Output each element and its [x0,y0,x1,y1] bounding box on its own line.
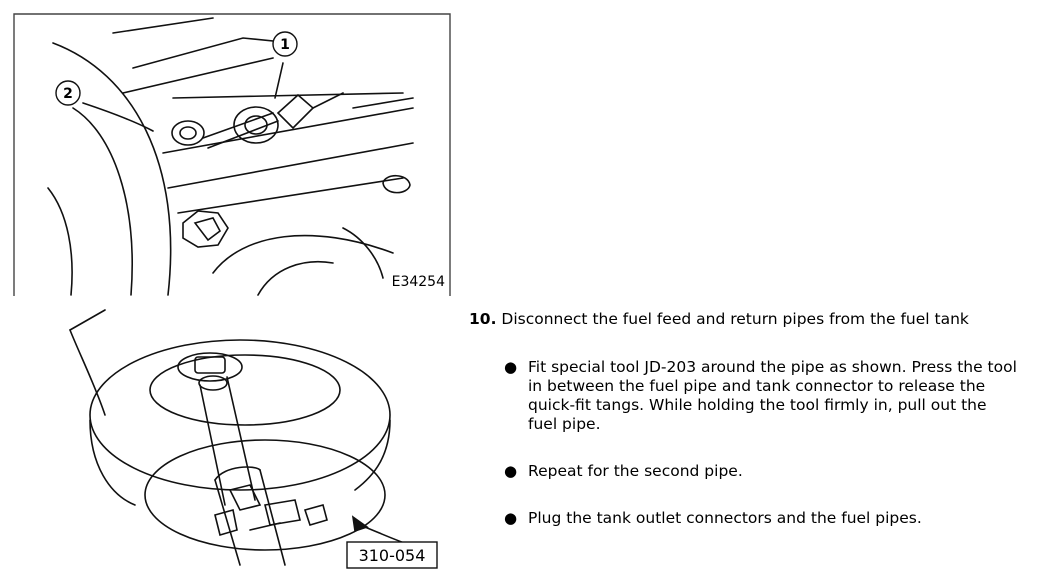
callout-2-label: 2 [63,86,73,102]
step-heading [469,309,969,329]
bullet-icon: ● [504,509,518,527]
instruction-text: Plug the tank outlet connectors and the fuel pipes. [528,509,922,527]
tool-number-label: 310-054 [358,546,426,565]
step-title: Disconnect the fuel feed and return pipes from the fuel tank [501,310,969,328]
figure-code: E34254 [391,274,445,290]
bullet-icon: ● [504,358,518,376]
instruction-item [500,358,1020,434]
instruction-text: Repeat for the second pipe. [528,462,743,480]
instruction-item [500,462,1020,481]
bullet-icon: ● [504,462,518,480]
callout-1-label: 1 [280,37,290,53]
instruction-item [500,509,1020,528]
instruction-text: Fit special tool JD-203 around the pipe as shown. Press the tool in between the fuel pipe and tank connector to release the quick-fit tangs. While holding the tool firmly in, pull out the fuel pipe. [528,358,1017,433]
illustration-pipe-connections [13,13,451,296]
illustration-special-tool [55,305,450,570]
step-number: 10. [469,310,497,328]
instruction-list [500,358,1020,556]
